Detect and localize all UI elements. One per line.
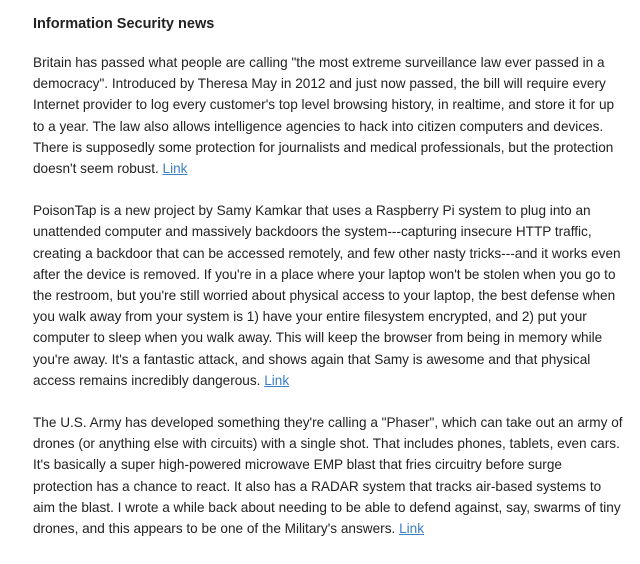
news-item-text: The U.S. Army has developed something they're calling a "Phaser", which can take out an army of drones (or anything else with circuits) with a single shot. That includes phones, tablets, even cars. It's basically a super high-powered microwave EMP blast that fries circuitry before surge protection has a chance to react. It also has a RADAR system that tracks air-based systems to aim the blast. I wrote a while back about needing to be able to defend against, say, swarms of tiny drones, and this appears to be one of the Military's answers. — [33, 415, 623, 537]
news-item-link[interactable]: Link — [399, 521, 424, 537]
news-item-poisontap — [33, 200, 623, 391]
news-item-text: Britain has passed what people are calling "the most extreme surveillance law ever passed in a democracy". Introduced by Theresa May in 2012 and just now passed, the bill will require every Internet provider to log every customer's top level browsing history, in realtime, and store it for up to a year. The law also allows intelligence agencies to hack into citizen computers and devices. There is supposedly some protection for journalists and medical professionals, but the protection doesn't seem robust. — [33, 55, 615, 177]
news-item-link[interactable]: Link — [162, 161, 188, 177]
news-item-text: PoisonTap is a new project by Samy Kamkar that uses a Raspberry Pi system to plug into an unattended computer and massively backdoors the system---capturing insecure HTTP traffic, creating a backdoor that can be accessed remotely, and few other nasty tricks---and it works even after the device is removed. If you're in a place where your laptop won't be stolen when you go to the restroom, but you're still worried about physical access to your laptop, the best defense when you walk away from your system is 1) have your entire filesystem encrypted, and 2) put your computer to sleep when you walk away. This will keep the browser from being in memory while you're away. It's a fantastic attack, and shows again that Samy is awesome and that physical access remains incredibly dangerous. — [33, 203, 621, 388]
news-item-link[interactable]: Link — [264, 372, 290, 388]
news-item-army-phaser — [33, 412, 623, 539]
news-item-uk-surveillance-law — [33, 52, 623, 179]
section-heading: Information Security news — [33, 16, 215, 32]
article — [33, 14, 623, 560]
